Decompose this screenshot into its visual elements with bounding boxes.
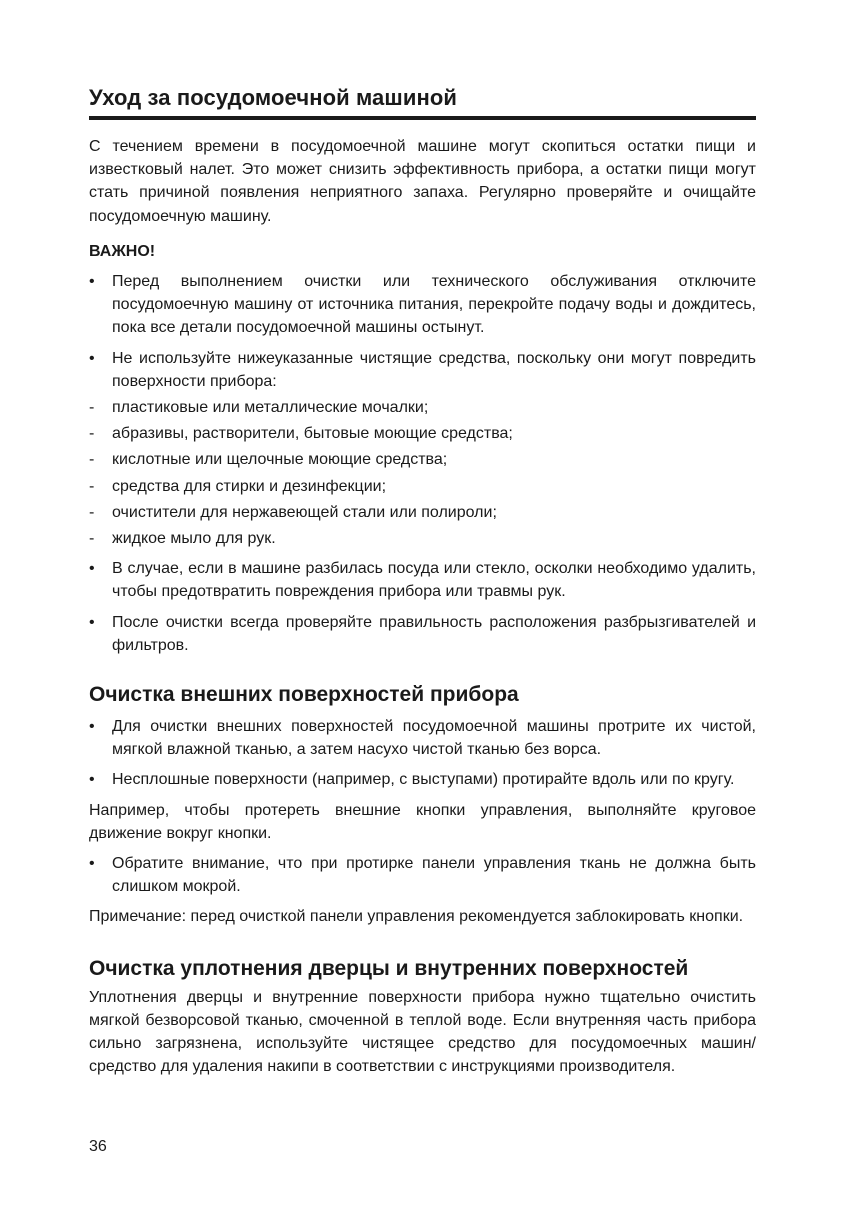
list-item-text: Несплошные поверхности (например, с выступами) протирайте вдоль или по кругу. [112,771,735,789]
list-item [89,422,756,445]
list-item-text: средства для стирки и дезинфекции; [112,477,387,495]
bullet-mark: • [89,718,95,736]
list-item [89,611,756,657]
dash-mark: - [89,477,95,495]
door-seal-paragraph: Уплотнения дверцы и внутренние поверхности прибора нужно тщательно очистить мягкой безворсовой тканью, смоченной в теплой воде. Если внутренняя часть прибора сильно загрязнена, используйте чистящее средство для посудомоечных машин/средство для удаления накипи в соответствии с инструкциями производителя. [89,988,756,1076]
dash-mark: - [89,451,95,469]
list-item-text: абразивы, растворители, бытовые моющие средства; [112,425,513,443]
list-item [89,448,756,471]
list-item-text: пластиковые или металлические мочалки; [112,399,429,417]
exterior-note: Примечание: перед очисткой панели управления рекомендуется заблокировать кнопки. [89,908,744,926]
list-item-text: кислотные или щелочные моющие средства; [112,451,448,469]
section-title-exterior: Очистка внешних поверхностей прибора [89,683,519,707]
list-item [89,527,756,550]
bullet-mark: • [89,349,95,367]
section-title-care: Уход за посудомоечной машиной [89,85,457,110]
important-label: ВАЖНО! [89,242,156,260]
list-item [89,557,756,603]
list-item-text: Перед выполнением очистки или технического обслуживания отключите посудомоечную машину от источника питания, перекройте подачу воды и дождитесь, пока все детали посудомоечной машины остынут. [112,273,756,337]
list-item [89,270,756,340]
intro-paragraph: С течением времени в посудомоечной машине могут скопиться остатки пищи и известковый налет. Это может снизить эффективность прибора, а остатки пищи могут стать причиной появления неприятного запаха. Регулярно проверяйте и очищайте посудомоечную машину. [89,138,756,225]
bullet-mark: • [89,855,95,873]
list-item [89,501,756,524]
list-item [89,852,756,898]
list-item [89,475,756,498]
list-item-text: После очистки всегда проверяйте правильность расположения разбрызгивателей и фильтров. [112,613,756,654]
page-number: 36 [89,1138,107,1155]
dash-mark: - [89,530,95,548]
care-list [89,270,756,657]
bullet-mark: • [89,273,95,291]
section-title-door-seal: Очистка уплотнения дверцы и внутренних поверхностей [89,956,689,980]
dash-mark: - [89,425,95,443]
page-content [89,84,756,1079]
bullet-mark: • [89,560,95,578]
list-item [89,715,756,761]
list-item-text: очистители для нержавеющей стали или полироли; [112,503,497,521]
bullet-mark: • [89,771,95,789]
list-item-text: Для очистки внешних поверхностей посудомоечной машины протрите их чистой, мягкой влажной тканью, а затем насухо чистой тканью без ворса. [112,718,756,759]
list-item-text: В случае, если в машине разбилась посуда или стекло, осколки необходимо удалить, чтобы предотвратить повреждения прибора или травмы рук. [112,560,756,601]
dash-mark: - [89,503,95,521]
exterior-list-2 [89,852,756,898]
bullet-mark: • [89,613,95,631]
list-item-text: Обратите внимание, что при протирке панели управления ткань не должна быть слишком мокрой. [112,855,756,896]
exterior-list-1 [89,715,756,792]
title-underline [89,116,756,120]
list-item-text: Не используйте нижеуказанные чистящие средства, поскольку они могут повредить поверхности прибора: [112,349,756,390]
list-item [89,768,756,791]
dash-mark: - [89,399,95,417]
list-item-text: жидкое мыло для рук. [112,530,276,548]
list-item [89,396,756,419]
list-item [89,347,756,393]
exterior-paragraph: Например, чтобы протереть внешние кнопки управления, выполняйте круговое движение вокруг кнопки. [89,801,756,842]
